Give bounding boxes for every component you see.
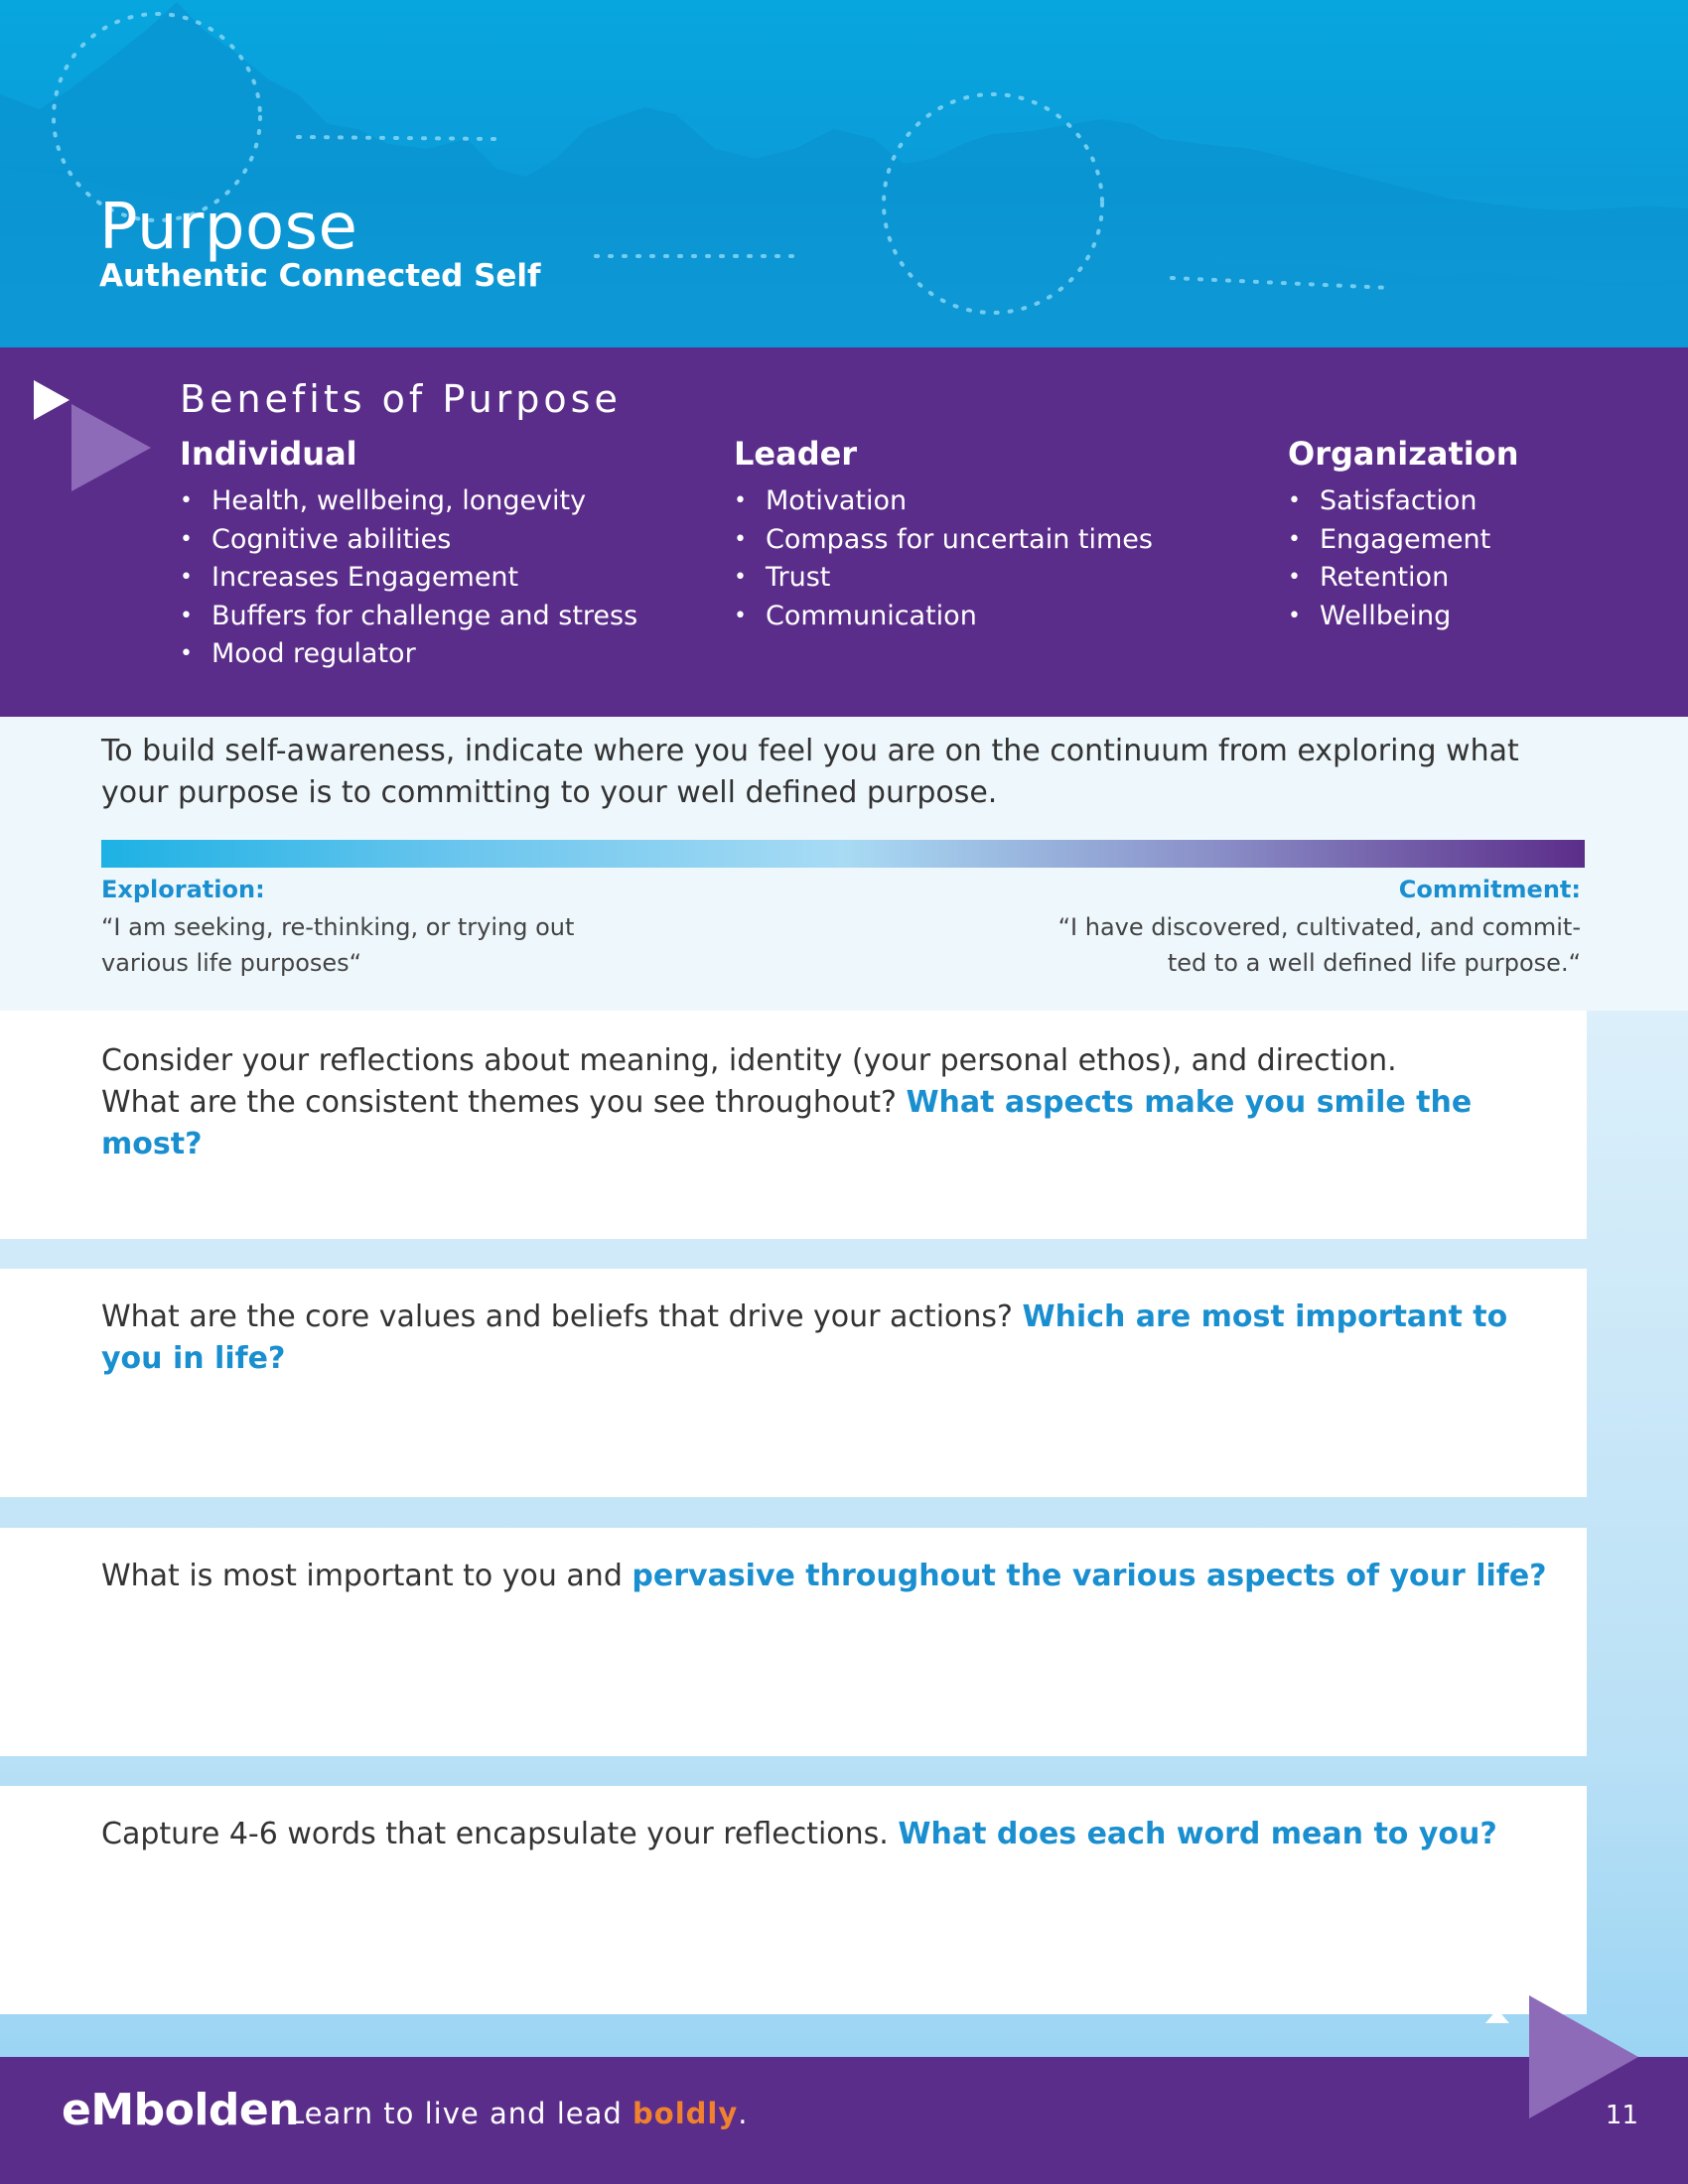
reflection-box-important[interactable] <box>0 1528 1587 1756</box>
continuum-section <box>0 717 1688 1011</box>
reflection-box-words[interactable] <box>0 1786 1587 2014</box>
list-item: • Communication <box>734 598 1153 636</box>
commitment-label: Commitment: <box>1398 876 1581 903</box>
question-text <box>101 1297 1571 1380</box>
page-header <box>0 0 1688 347</box>
play-icon <box>71 404 151 491</box>
tagline-bold: boldly <box>633 2097 739 2130</box>
exploration-label: Exploration: <box>101 876 265 903</box>
question-plain: What is most important to you and <box>101 1559 633 1593</box>
list-item: • Compass for uncertain times <box>734 521 1153 560</box>
page-number: 11 <box>1605 2101 1638 2130</box>
list-item: • Mood regulator <box>180 635 637 674</box>
question-accent: pervasive throughout the various aspects of your life? <box>632 1559 1547 1593</box>
question-text <box>101 1556 1571 1597</box>
benefit-list <box>1288 482 1518 635</box>
benefit-list <box>734 482 1153 635</box>
question-line: Consider your reflections about meaning, identity (your personal ethos), and direction. <box>101 1043 1397 1078</box>
list-item: • Motivation <box>734 482 1153 521</box>
benefit-column-organization <box>1288 435 1518 635</box>
benefit-column-heading: Organization <box>1288 435 1519 473</box>
mountain-background-icon <box>0 0 1688 347</box>
benefits-section <box>0 347 1688 717</box>
continuum-intro: To build self-awareness, indicate where you feel you are on the continuum from exploring what your purpose is to committing to your well defined purpose. <box>101 734 1519 810</box>
question-plain: Capture 4-6 words that encapsulate your reflections. <box>101 1817 899 1851</box>
question-text <box>101 1814 1571 1855</box>
list-item: • Trust <box>734 559 1153 598</box>
exploration-quote: “I am seeking, re-thinking, or trying out various life purposes“ <box>101 913 575 977</box>
list-item: • Retention <box>1288 559 1518 598</box>
question-accent: What aspects make you smile the most? <box>101 1085 1473 1161</box>
tagline <box>288 2097 748 2130</box>
play-icon <box>34 380 70 420</box>
commitment-quote: “I have discovered, cultivated, and commit-ted to a well defined life purpose.“ <box>1057 913 1581 977</box>
continuum-scale[interactable] <box>101 840 1585 868</box>
benefit-column-individual <box>180 435 637 674</box>
list-item: • Wellbeing <box>1288 598 1518 636</box>
reflection-box-values[interactable] <box>0 1269 1587 1497</box>
list-item: • Cognitive abilities <box>180 521 637 560</box>
question-accent: Which are most important to you in life? <box>101 1299 1508 1376</box>
brand-logo: eMbolden <box>62 2085 300 2135</box>
question-plain: What are the consistent themes you see throughout? <box>101 1085 907 1120</box>
page-subtitle: Authentic Connected Self <box>99 258 541 294</box>
benefit-column-heading: Leader <box>734 435 858 473</box>
question-plain: What are the core values and beliefs that drive your actions? <box>101 1299 1023 1334</box>
footer-notch-icon <box>1485 2009 1509 2023</box>
list-item: • Engagement <box>1288 521 1518 560</box>
list-item: • Increases Engagement <box>180 559 637 598</box>
benefit-column-leader <box>734 435 1153 635</box>
tagline-end: . <box>738 2097 749 2130</box>
page-title: Purpose <box>99 191 358 264</box>
reflection-box-themes[interactable] <box>0 1011 1587 1239</box>
benefit-column-heading: Individual <box>180 435 357 473</box>
benefits-title: Benefits of Purpose <box>180 377 622 421</box>
benefit-list <box>180 482 637 674</box>
list-item: • Buffers for challenge and stress <box>180 598 637 636</box>
tagline-text: Learn to live and lead <box>288 2097 633 2130</box>
list-item: • Health, wellbeing, longevity <box>180 482 637 521</box>
list-item: • Satisfaction <box>1288 482 1518 521</box>
question-text <box>101 1040 1571 1165</box>
question-accent: What does each word mean to you? <box>898 1817 1497 1851</box>
